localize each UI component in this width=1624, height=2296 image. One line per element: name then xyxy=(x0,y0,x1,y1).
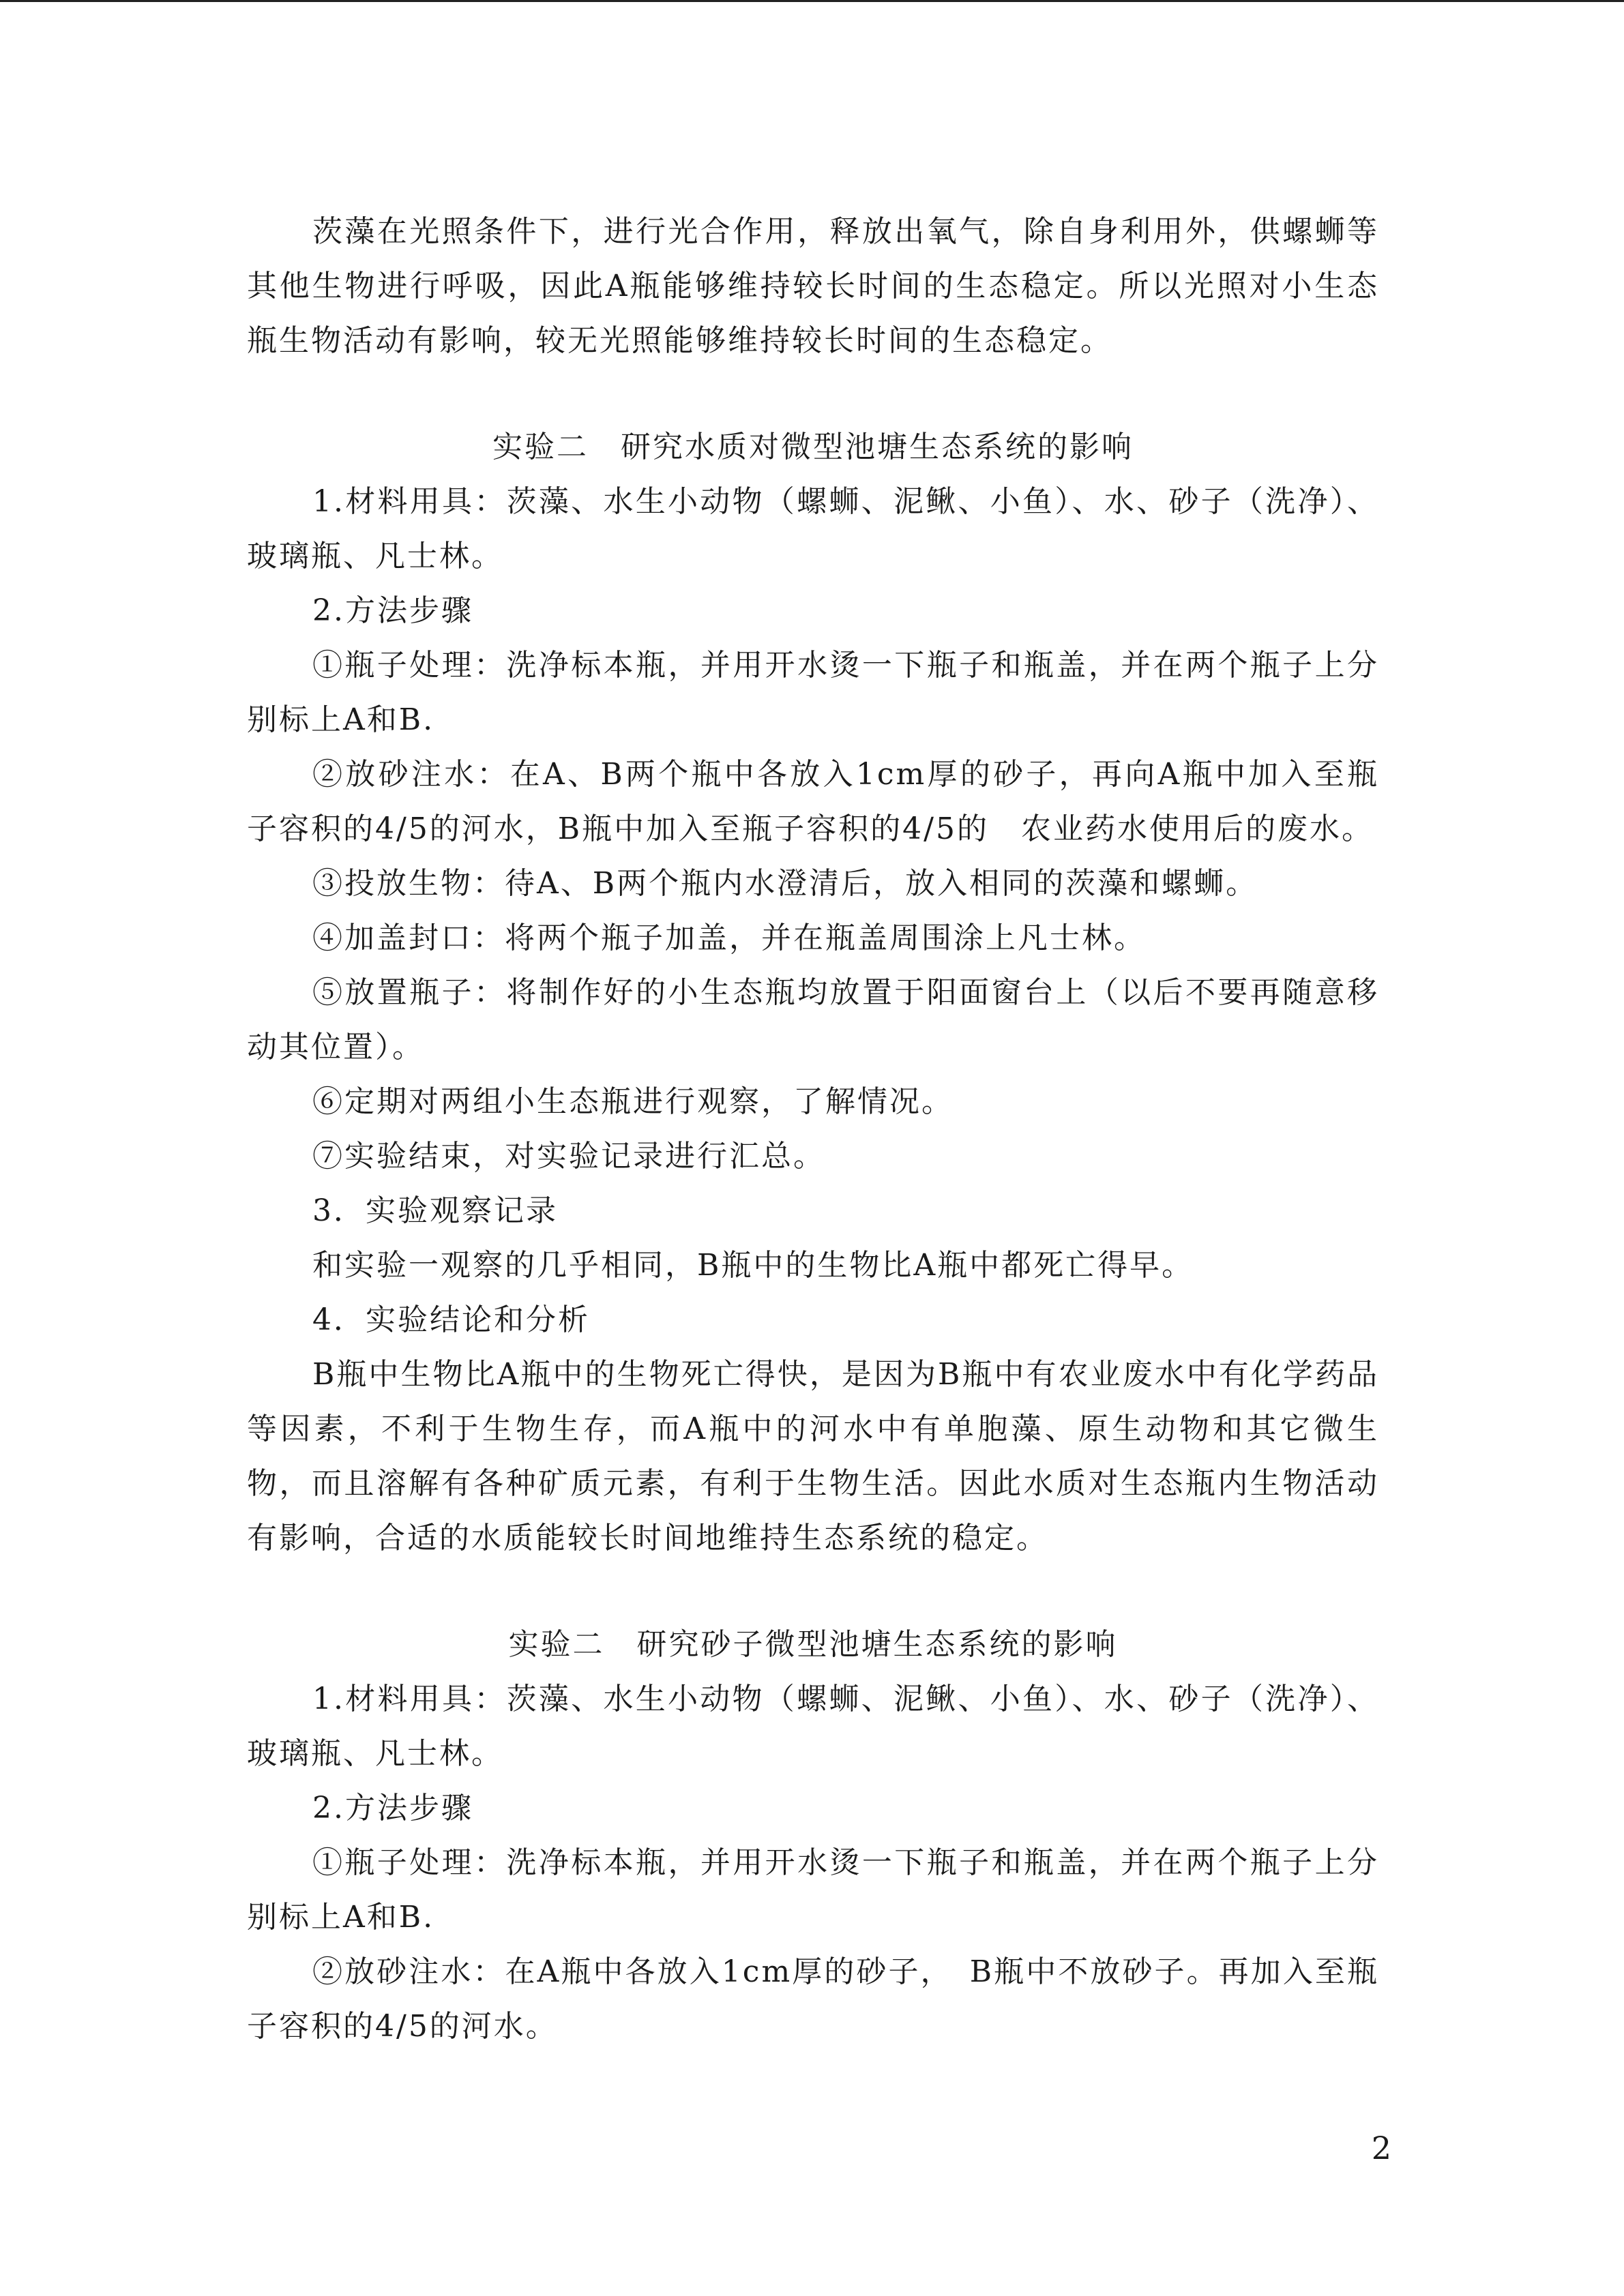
step-1: ①瓶子处理：洗净标本瓶，并用开水烫一下瓶子和瓶盖，并在两个瓶子上分别标上A和B. xyxy=(247,648,1379,737)
observation-text: 和实验一观察的几乎相同，B瓶中的生物比A瓶中都死亡得早。 xyxy=(312,1248,1194,1283)
method-steps-title: 2.方法步骤 xyxy=(312,1791,473,1825)
conclusion-title: 4．实验结论和分析 xyxy=(312,1302,590,1337)
method-steps-title: 2.方法步骤 xyxy=(312,593,473,628)
top-border-rule xyxy=(0,0,1624,2)
page-number: 2 xyxy=(1371,2130,1391,2166)
step-6: ⑥定期对两组小生态瓶进行观察，了解情况。 xyxy=(312,1084,954,1119)
step-7: ⑦实验结束，对实验记录进行汇总。 xyxy=(312,1139,825,1174)
step-2: ②放砂注水：在A、B两个瓶中各放入1cm厚的砂子，再向A瓶中加入至瓶子容积的4/5的河水，B瓶中加入至瓶子容积的4/5的 农业药水使用后的废水。 xyxy=(247,757,1379,846)
materials-item: 1.材料用具：茨藻、水生小动物（螺蛳、泥鳅、小鱼）、水、砂子（洗净）、玻璃瓶、凡士林。 xyxy=(247,484,1379,573)
step-3: ③投放生物：待A、B两个瓶内水澄清后，放入相同的茨藻和螺蛳。 xyxy=(312,866,1258,901)
step-5: ⑤放置瓶子：将制作好的小生态瓶均放置于阳面窗台上（以后不要再随意移动其位置）。 xyxy=(247,975,1379,1064)
step-4: ④加盖封口：将两个瓶子加盖，并在瓶盖周围涂上凡士林。 xyxy=(312,921,1146,955)
section-spacer xyxy=(247,368,1379,420)
section-heading-water-quality: 实验二 研究水质对微型池塘生态系统的影响 xyxy=(492,430,1134,464)
document-page xyxy=(247,205,1379,2054)
step-2: ②放砂注水：在A瓶中各放入1cm厚的砂子， B瓶中不放砂子。再加入至瓶子容积的4/5的河水。 xyxy=(247,1954,1379,2044)
intro-paragraph: 茨藻在光照条件下，进行光合作用，释放出氧气，除自身利用外，供螺蛳等其他生物进行呼吸，因此A瓶能够维持较长时间的生态稳定。所以光照对小生态瓶生物活动有影响，较无光照能够维持较长时间的生态稳定。 xyxy=(247,214,1379,358)
section-heading-sand: 实验二 研究砂子微型池塘生态系统的影响 xyxy=(508,1627,1118,1662)
section-spacer xyxy=(247,1566,1379,1617)
materials-item: 1.材料用具：茨藻、水生小动物（螺蛳、泥鳅、小鱼）、水、砂子（洗净）、玻璃瓶、凡士林。 xyxy=(247,1682,1379,1771)
observation-title: 3．实验观察记录 xyxy=(312,1193,558,1228)
conclusion-text: B瓶中生物比A瓶中的生物死亡得快，是因为B瓶中有农业废水中有化学药品等因素，不利于生物生存，而A瓶中的河水中有单胞藻、原生动物和其它微生物，而且溶解有各种矿质元素，有利于生物生活。因此水质对生态瓶内生物活动有影响，合适的水质能较长时间地维持生态系统的稳定。 xyxy=(247,1357,1379,1555)
step-1: ①瓶子处理：洗净标本瓶，并用开水烫一下瓶子和瓶盖，并在两个瓶子上分别标上A和B. xyxy=(247,1845,1379,1935)
